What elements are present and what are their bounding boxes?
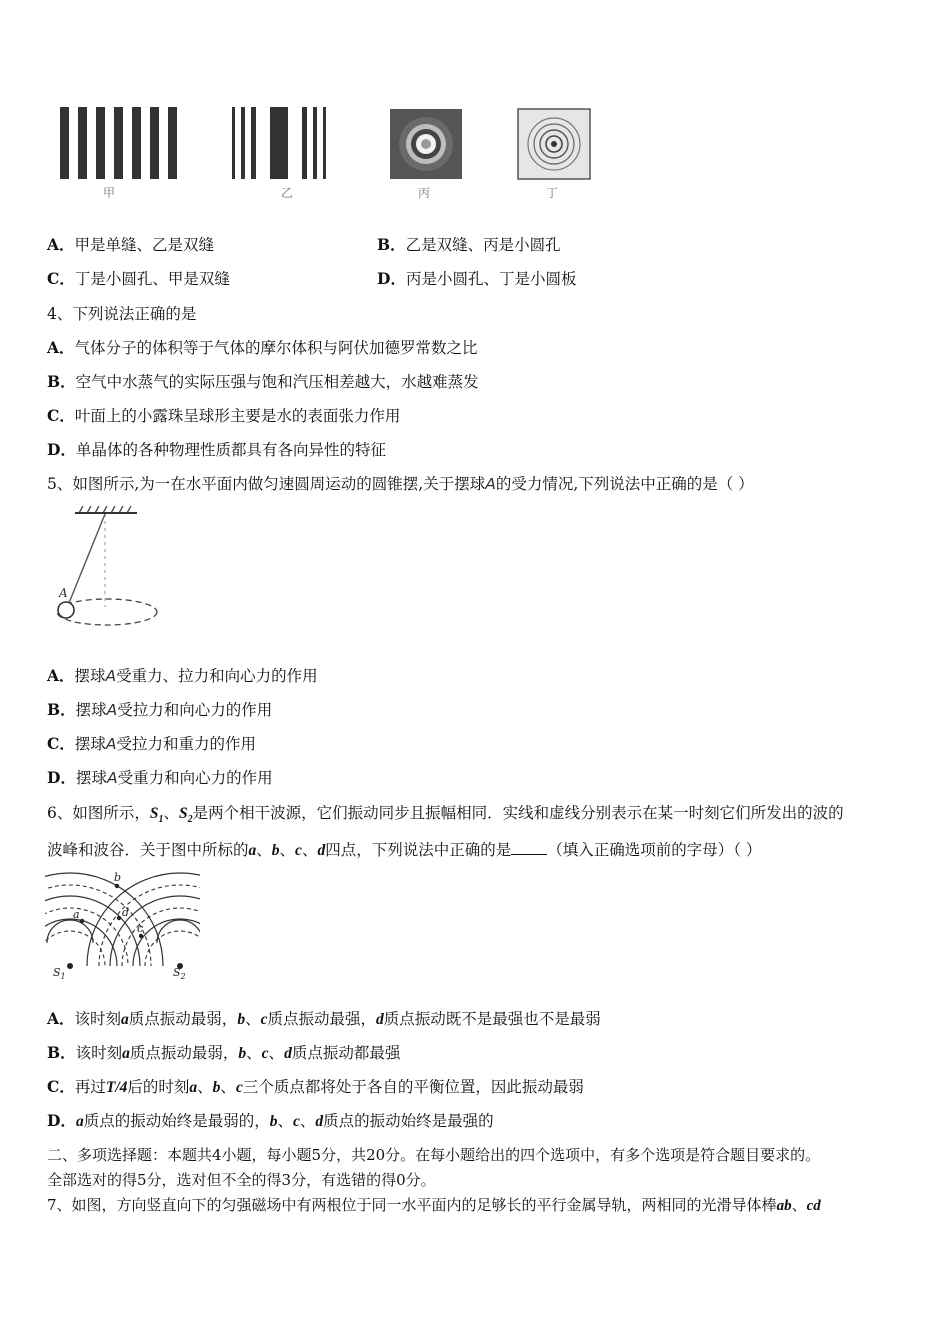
option-text: 质点振动最弱， <box>129 1044 239 1062</box>
option-letter: A． <box>47 338 75 357</box>
var-c: c <box>261 1045 269 1062</box>
wave-label-s1-sub: 1 <box>60 972 66 981</box>
option-text: 质点振动既不是最强也不是最弱 <box>383 1010 601 1028</box>
option-text: 、 <box>268 1044 285 1062</box>
var-b: b <box>237 1011 246 1028</box>
conical-pendulum-figure <box>45 505 175 635</box>
option-letter: B． <box>47 372 76 391</box>
q4-option-b <box>47 372 479 392</box>
var-s2-sub: 2 <box>187 814 193 826</box>
q5-stem <box>47 474 754 494</box>
option-text: 、 <box>246 1044 262 1062</box>
stem-text: 四点，下列说法中正确的是 <box>325 841 512 859</box>
option-text: 该时刻 <box>75 1044 123 1062</box>
pattern-bing <box>390 109 462 179</box>
stem-text: 5、如图所示,为一在水平面内做匀速圆周运动的圆锥摆,关于摆球 <box>47 475 486 493</box>
caption-ding: 丁 <box>546 186 559 200</box>
var-d: d <box>317 842 326 859</box>
option-text: 受重力和向心力的作用 <box>117 769 273 787</box>
variable-a: A <box>106 769 118 787</box>
wave-label-d: d <box>122 906 130 919</box>
wave-label-s2-sub: 2 <box>180 972 186 981</box>
var-c: c <box>235 1079 243 1096</box>
var-s1-sub: 1 <box>158 814 164 826</box>
q6-option-b <box>47 1043 400 1064</box>
stem-text: 、 <box>791 1196 807 1214</box>
stem-text: 7、如图，方向竖直向下的匀强磁场中有两根位于同一水平面内的足够长的平行金属导轨，两相同的光滑导体棒 <box>47 1196 777 1214</box>
option-text: 空气中水蒸气的实际压强与饱和汽压相差越大，水越难蒸发 <box>75 373 479 391</box>
wave-label-b: b <box>114 871 122 884</box>
option-text: 丙是小圆孔、丁是小圆板 <box>405 270 577 288</box>
var-b: b <box>271 842 280 859</box>
option-text: 单晶体的各种物理性质都具有各向异性的特征 <box>75 441 386 459</box>
var-s2 <box>179 805 193 826</box>
option-text: 质点振动最强， <box>267 1010 376 1028</box>
section2-instructions-line2: 全部选对的得5分，选对但不全的得3分，有选错的得0分。 <box>47 1171 436 1189</box>
stem-text: （填入正确选项前的字母）（ ） <box>547 841 762 859</box>
var-a: a <box>189 1079 198 1096</box>
answer-blank[interactable] <box>511 840 547 855</box>
option-text: 、 <box>299 1112 316 1130</box>
q6-option-d <box>47 1111 494 1132</box>
caption-jia: 甲 <box>103 186 116 200</box>
var-d: d <box>375 1011 384 1028</box>
option-text: 质点的振动始终是最弱的， <box>83 1112 270 1130</box>
option-text: 受拉力和重力的作用 <box>116 735 256 753</box>
option-letter: A． <box>47 1009 75 1028</box>
option-text: 、 <box>197 1078 213 1096</box>
var-period: T/4 <box>105 1079 128 1096</box>
q6-option-a <box>47 1009 601 1030</box>
pattern-ding <box>518 109 590 179</box>
stem-text: 的受力情况,下列说法中正确的是（ ） <box>495 475 754 493</box>
q4-stem: 4、下列说法正确的是 <box>47 305 197 323</box>
option-letter: C． <box>47 406 75 425</box>
option-letter: A． <box>47 666 75 685</box>
option-text: 摆球 <box>74 735 106 753</box>
var-s2-letter: S <box>179 805 188 822</box>
q4-option-a <box>47 338 478 358</box>
option-text: 三个质点都将处于各自的平衡位置，因此振动最弱 <box>242 1078 584 1096</box>
stem-text: 、 <box>256 841 272 859</box>
option-letter: C． <box>47 1077 75 1096</box>
pattern-jia <box>60 107 177 179</box>
q5-option-c <box>47 734 256 754</box>
option-letter: D． <box>47 1111 76 1130</box>
option-text: 丁是小圆孔、甲是双缝 <box>74 270 230 288</box>
wave-label-c: c <box>137 922 144 935</box>
variable-a: A <box>105 667 117 685</box>
var-s1 <box>149 805 164 826</box>
option-text: 乙是双缝、丙是小圆孔 <box>405 236 561 254</box>
option-letter: D． <box>377 269 406 288</box>
var-b: b <box>269 1113 278 1130</box>
stem-text: 、 <box>163 804 180 822</box>
option-text: 甲是单缝、乙是双缝 <box>74 236 215 254</box>
option-text: 、 <box>277 1112 293 1130</box>
q7-stem <box>47 1195 821 1216</box>
option-letter: D． <box>47 440 76 459</box>
section2-instructions-line1: 二、多项选择题：本题共4小题，每小题5分，共20分。在每小题给出的四个选项中，有多个选项是符合题目要求的。 <box>47 1146 821 1164</box>
wave-label-s1-letter: S <box>53 966 61 979</box>
q4-option-c <box>47 406 400 426</box>
option-letter: B． <box>47 1043 76 1062</box>
option-letter: A． <box>47 235 75 254</box>
q5-option-a <box>47 666 318 686</box>
stem-text: 、 <box>279 841 296 859</box>
option-text: 受重力、拉力和向心力的作用 <box>116 667 318 685</box>
stem-text: 波峰和波谷．关于图中所标的 <box>47 841 249 859</box>
option-letter: C． <box>47 269 75 288</box>
option-text: 、 <box>220 1078 236 1096</box>
var-a: a <box>121 1011 129 1028</box>
option-text: 后的时刻 <box>127 1078 190 1096</box>
option-text: 再过 <box>74 1078 106 1096</box>
q6-stem-line2 <box>47 840 761 861</box>
wave-interference-figure <box>45 868 200 983</box>
option-letter: D． <box>47 768 76 787</box>
option-text: 、 <box>245 1010 261 1028</box>
diffraction-patterns-figure <box>40 95 620 215</box>
wave-label-a: a <box>73 908 80 921</box>
option-text: 质点的振动始终是最强的 <box>323 1112 494 1130</box>
var-cd: cd <box>806 1198 821 1214</box>
option-letter: B． <box>47 700 76 719</box>
q5-option-b <box>47 700 272 720</box>
q4-option-d <box>47 440 386 460</box>
variable-a: A <box>485 475 496 493</box>
pattern-yi <box>232 107 326 179</box>
q3-option-d <box>377 269 576 289</box>
var-c: c <box>292 1113 300 1130</box>
q3-option-c <box>47 269 230 289</box>
variable-a: A <box>105 735 117 753</box>
stem-text: 是两个相干波源，它们振动同步且振幅相同．实线和虚线分别表示在某一时刻它们所发出的波的 <box>192 804 844 822</box>
var-a: a <box>75 1113 84 1130</box>
stem-text: 、 <box>301 841 318 859</box>
q6-stem-line1 <box>47 803 844 830</box>
var-c: c <box>260 1011 268 1028</box>
pendulum-label-a: A <box>59 586 68 600</box>
option-text: 摆球 <box>75 769 107 787</box>
caption-bing: 丙 <box>418 186 431 200</box>
var-b: b <box>212 1079 221 1096</box>
var-a: a <box>248 842 257 859</box>
q6-option-c <box>47 1077 584 1098</box>
var-s1-letter: S <box>149 805 159 822</box>
q5-option-d <box>47 768 273 788</box>
wave-label-s2-letter: S <box>173 966 181 979</box>
option-text: 气体分子的体积等于气体的摩尔体积与阿伏加德罗常数之比 <box>74 339 478 357</box>
var-ab: ab <box>776 1198 792 1214</box>
caption-yi: 乙 <box>281 186 294 200</box>
var-d: d <box>315 1113 324 1130</box>
q3-option-a <box>47 235 214 255</box>
option-text: 摆球 <box>74 667 106 685</box>
option-text: 该时刻 <box>74 1010 122 1028</box>
q3-option-b <box>377 235 561 255</box>
option-text: 叶面上的小露珠呈球形主要是水的表面张力作用 <box>74 407 401 425</box>
option-text: 受拉力和向心力的作用 <box>117 701 273 719</box>
var-c: c <box>295 842 302 859</box>
option-text: 摆球 <box>75 701 107 719</box>
var-d: d <box>284 1045 292 1062</box>
option-letter: C． <box>47 734 75 753</box>
stem-text: 6、如图所示， <box>47 804 150 822</box>
var-b: b <box>238 1045 247 1062</box>
option-text: 质点振动最弱， <box>128 1010 238 1028</box>
var-a: a <box>122 1045 130 1062</box>
option-letter: B． <box>377 235 406 254</box>
variable-a: A <box>106 701 118 719</box>
option-text: 质点振动都最强 <box>291 1044 401 1062</box>
